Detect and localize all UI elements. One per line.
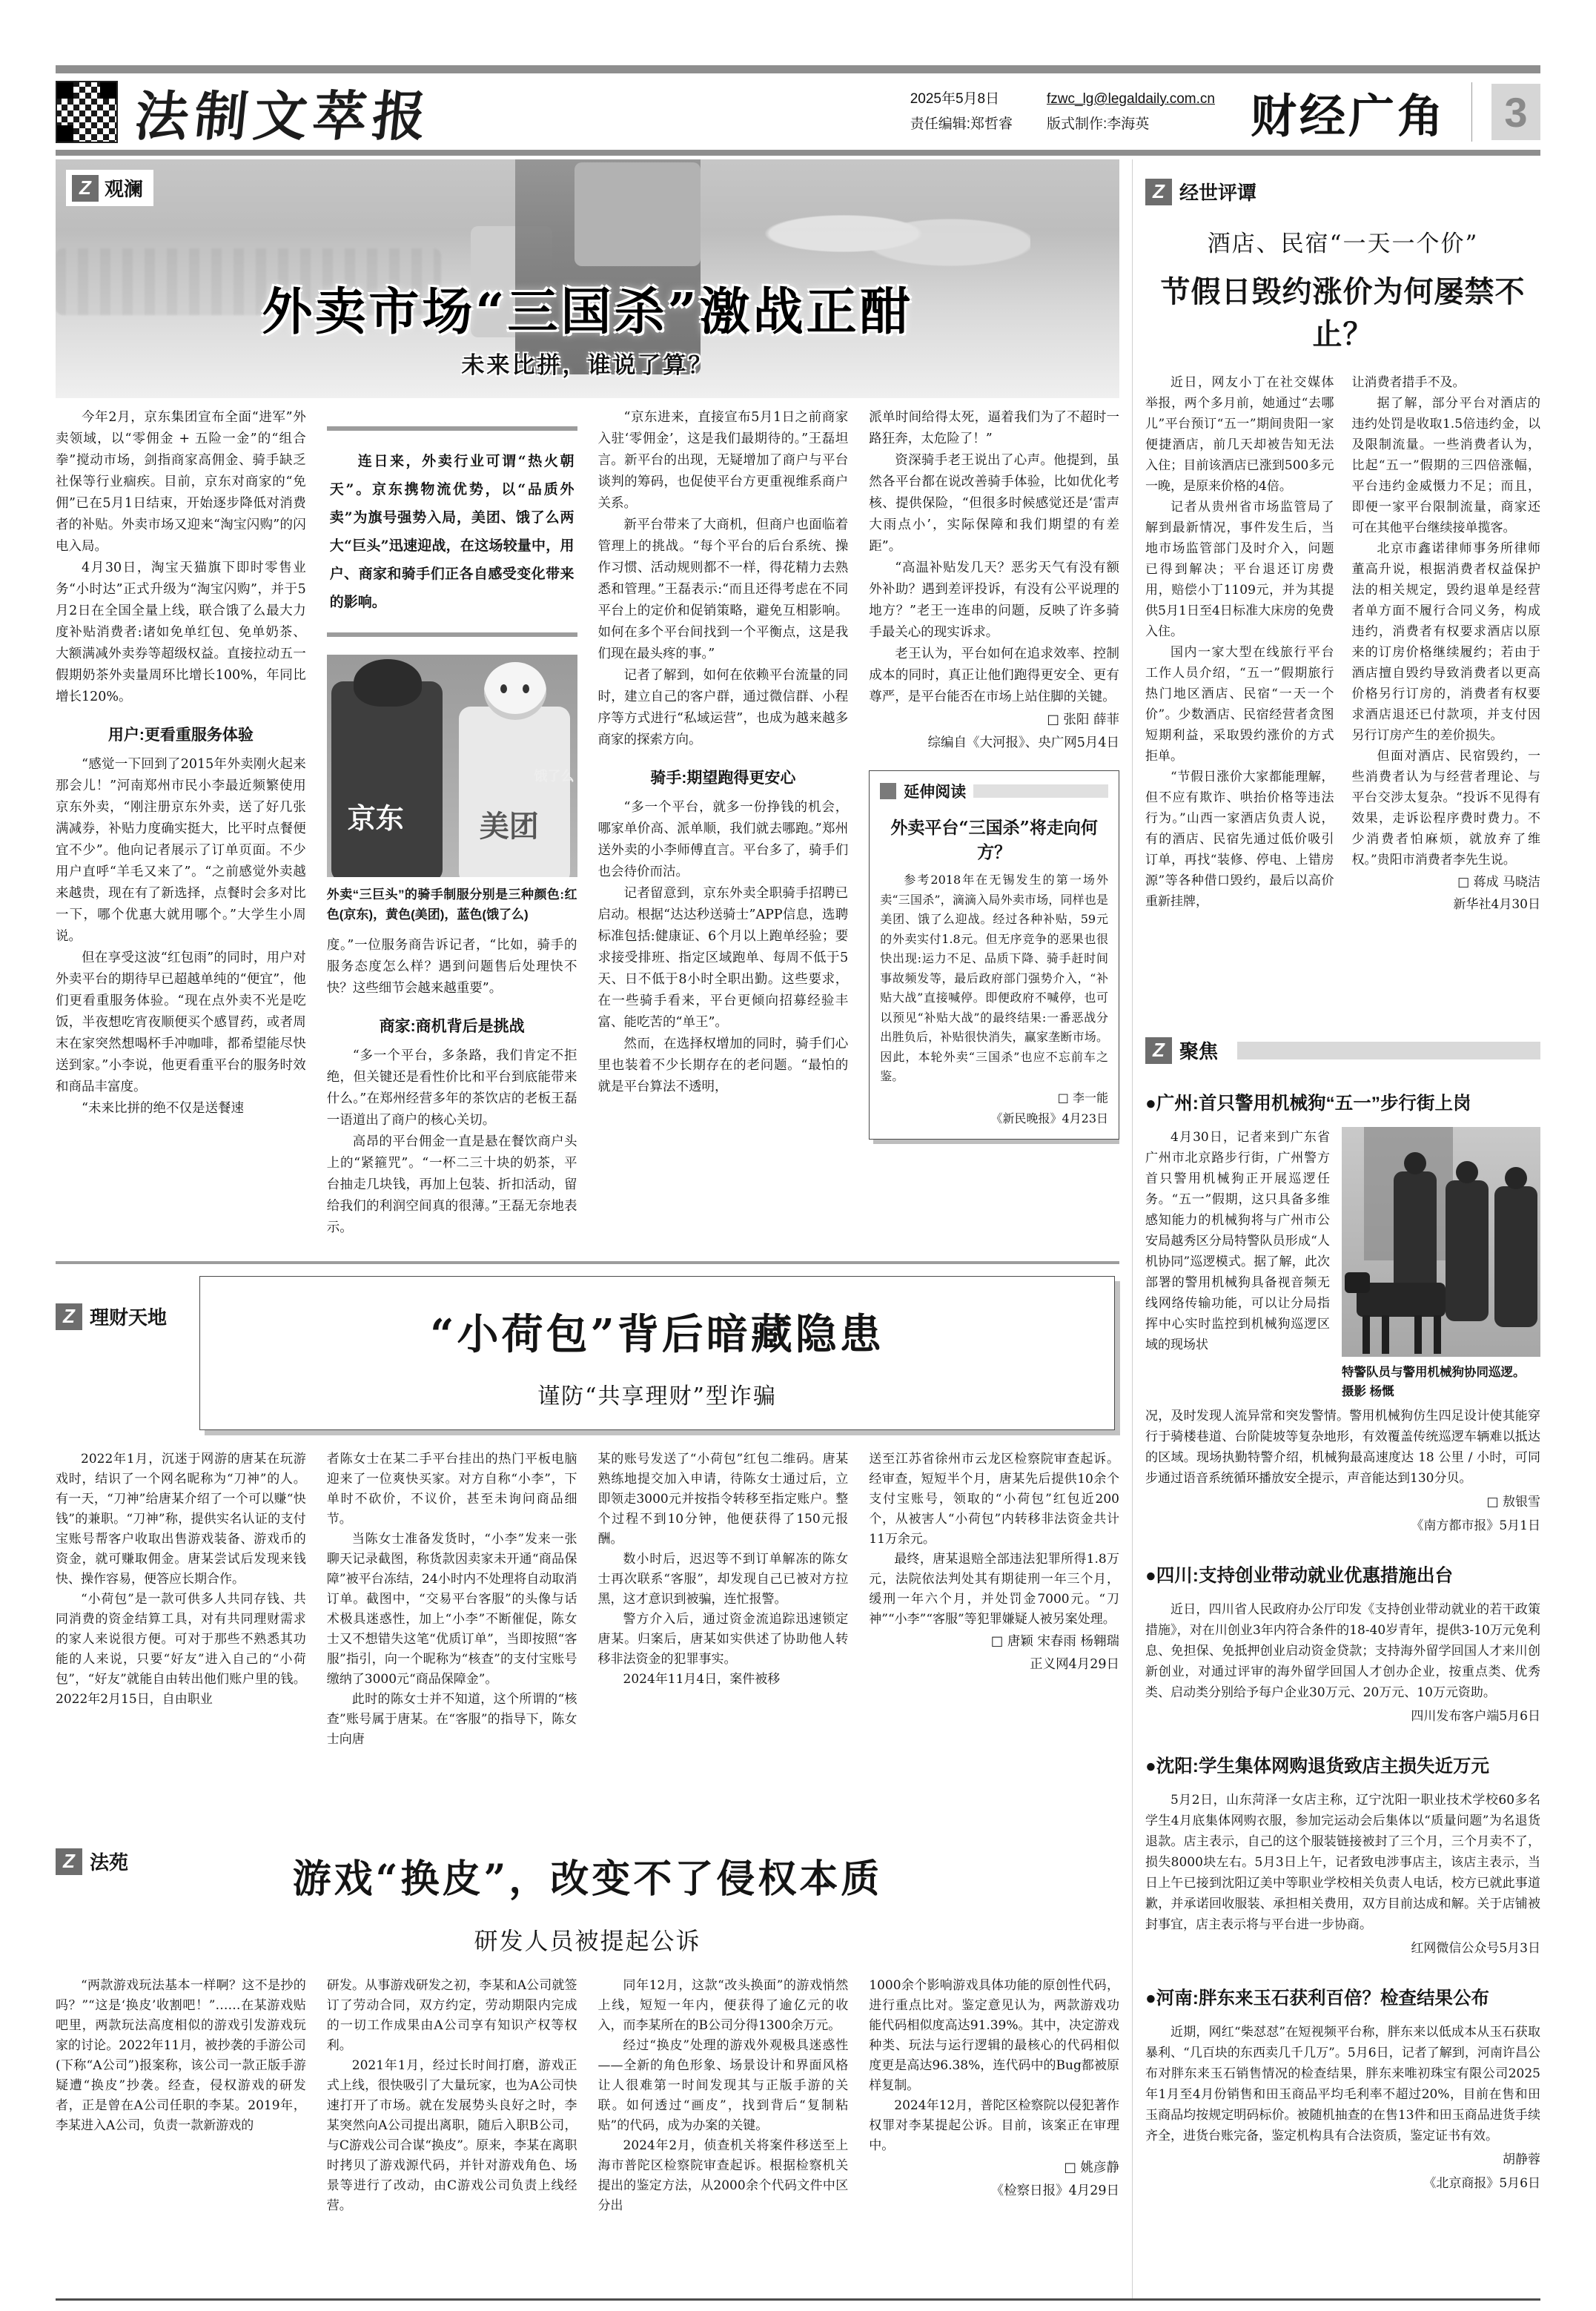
photo-helmet-eye [500,684,507,693]
main-subtitle: 未来比拼，谁说了算？ [461,352,714,379]
paper-name: 法制文萃报 [131,85,435,148]
paragraph: 4月30日，淘宝天猫旗下即时零售业务“小时达”正式升级为“淘宝闪购”，并于5月2日在全国全量上线，联合饿了么最大力度补贴消费者:诸如免单红包、免单奶茶、大额满减外卖券等超级权益。直接拉动五一假期奶茶外卖量周环比增长100%，年同比增长120%。 [56,561,306,704]
focus-item-source: 《北京商报》5月6日 [1423,2176,1540,2191]
paragraph: 资深骑手老王说出了心声。他提到，虽然各平台都在说改善骑手体验，比如优化考核、提供保险，“但很多时候感觉还是‘雷声大雨点小’，实际保障和我们期望的有差距”。 [869,453,1119,554]
focus-item-headline: ●四川:支持创业带动就业优惠措施出台 [1145,1566,1453,1586]
photo-umbrellas [764,189,1030,278]
paragraph: 送至江苏省徐州市云龙区检察院审查起诉。经审查，短短半个月，唐某先后提供10余个支付宝账号，领取的“小荷包”红包近200个，从被害人“小荷包”内转移非法资金共计11万余元。 [869,1452,1119,1547]
subhead-users: 用户:更看重服务体验 [107,727,254,744]
licai-subtitle: 谨防“共享理财”型诈骗 [537,1383,777,1409]
brand-z-icon: Z [1145,179,1172,205]
brand-z-icon: Z [56,1848,82,1875]
paragraph: 经过“换皮”处理的游戏外观极具迷惑性——全新的角色形象、场景设计和界面风格让人很难第一时间发现其与正版手游的关联。如何透过“画皮”，找到背后“复制粘贴”的代码，成为办案的关键。 [597,2038,849,2133]
paragraph: “小荷包”是一款可供多人共同存钱、共同消费的资金结算工具，对有共同理财需求的家人来说很方便。可对于那些不熟悉其功能的人来说，只要“好友”进入自己的“小荷包”，“好友”就能自由转出他们账户里的钱。2022年2月15日，自由职业 [56,1592,306,1707]
riders-photo-caption: 外卖“三巨头”的骑手制服分别是三种颜色:红色(京东)，黄色(美团)，蓝色(饿了么) [326,887,577,922]
focus-item-byline: □ 敖银雪 [1486,1495,1540,1510]
tag-focus [1145,1037,1540,1064]
main-headline: 外卖市场“三国杀”激战正酣 [262,282,913,342]
tag-jingshi [1145,178,1540,205]
paragraph: 2021年1月，经过长时间打磨，游戏正式上线，很快吸引了大量玩家，也为A公司快速打开了市场。就在发展势头良好之时，李某突然向A公司提出离职，随后入职B公司，与C游戏公司合谋“换皮”。原来，李某在离职时拷贝了游戏源代码，并针对游戏角色、场景等进行了改动，由C游戏公司负责上线经营。 [326,2058,577,2213]
hotel-byline: □ 蒋成 马晓洁 [1457,875,1540,890]
paragraph: 1000余个影响游戏具体功能的原创性代码，进行重点比对。鉴定意见认为，两款游戏功能代码相似度高达91.39%。其中，决定游戏种类、玩法与运行逻辑的最核心的代码相似度更是高达96.38%，连代码中的Bug都被原样复制。 [869,1978,1119,2093]
paragraph: 高昂的平台佣金一直是悬在餐饮商户头上的“紧箍咒”。“一杯二三十块的奶茶，平台抽走几块钱，再加上包装、折扣活动，留给我们的利润空间真的很薄。”王磊无奈地表示。 [326,1134,577,1235]
fayuan-subtitle: 研发人员被提起公诉 [474,1927,701,1955]
fayuan-col-3 [598,1976,849,2221]
brand-z-icon: Z [1145,1037,1172,1064]
paragraph: 参考2018年在无锡发生的第一场外卖“三国杀”，滴滴入局外卖市场，同样也是美团、饿了么迎战。经过各种补贴，59元的外卖实付1.8元。但无序竞争的恶果也很快出现:运力不足、品质下降、骑手赶时间事故频发等，最后政府部门强势介入，“补贴大战”直接喊停。即便政府不喊停，也可以预见“补贴大战”的最终结果:一番恶战分出胜负后，补贴很快消失，赢家垄断市场。因此，本轮外卖“三国杀”也应不忘前车之鉴。 [880,873,1108,1083]
licai-source: 正义网4月29日 [1030,1657,1119,1672]
layout-credit: 版式制作:李海英 [1047,116,1150,132]
paragraph: 当陈女士准备发货时，“小李”发来一张聊天记录截图，称货款因卖家未开通“商品保障”被平台冻结，24小时内不处理将自动取消订单。截图中，“交易平台客服”的头像与话术极具迷惑性，加上“小李”不断催促，陈女士又不想错失这笔“优质订单”，当即按照“客服”指引，向一个昵称为“核查”的支付宝账号缴纳了3000元“商品保障金”。 [326,1532,577,1687]
photo-robot-dog [1357,1283,1446,1317]
fayuan-source: 《检察日报》4月29日 [990,2183,1119,2198]
paragraph: 此时的陈女士并不知道，这个所谓的“核查”账号属于唐某。在“客服”的指导下，陈女士向唐 [326,1692,577,1747]
photo-dog-leg [1414,1315,1422,1354]
focus-item-guangzhou [1145,1089,1540,1536]
paragraph: 派单时间给得太死，逼着我们为了不超时一路狂奔，太危险了！” [869,410,1119,446]
photo-rider-jd [331,681,443,877]
tag-focus-label: 聚焦 [1179,1040,1219,1062]
section-divider-rule [56,1261,1119,1264]
focus-item-source: 红网微信公众号5月3日 [1411,1941,1540,1956]
licai-col-4 [869,1449,1119,1831]
photo-rider-mt [459,707,570,877]
riders-photo [327,655,577,877]
fayuan-header [56,1848,1119,1957]
photo-dog-leg [1434,1315,1441,1354]
article-source: 综编自《大河报》、央广网5月4日 [927,735,1119,750]
tag-licai-label: 理财天地 [90,1306,168,1329]
contact-email: fzwc_lg@legaldaily.com.cn [1047,91,1215,107]
jersey-label-mt: 美团 [479,810,539,843]
licai-headline-box [199,1276,1115,1430]
paragraph: 5月2日，山东菏泽一女店主称，辽宁沈阳一职业技术学校60多名学生4月底集体网购衣服，参加完运动会后集体以“质量问题”为名退货退款。店主表示，自己的这个服装链接被封了三个月，三个月卖不了，损失8000块左右。5月3日上午，记者致电涉事店主，该店主表示，当日上午已接到沈阳辽美中等职业学校相关负责人电话，校方已就此事道歉，并承诺回收服装、承担相关费用，双方目前达成和解。关于店铺被封事宜，店主表示将与平台进一步协商。 [1145,1793,1540,1932]
masthead [56,77,1540,147]
label-bar [973,784,1108,798]
hotel-col-2 [1352,372,1541,996]
tag-guanlan-label: 观澜 [105,178,144,200]
paragraph: 新平台带来了大商机，但商户也面临着管理上的挑战。“每个平台的后台系统、操作习惯、活动规则都不一样，得花精力去熟悉和管理。”王磊表示:“而且还得考虑在不同平台上的定价和促销策略，避免互相影响。如何在多个平台间找到一个平衡点，这是我们现在最头疼的事。” [597,518,849,661]
masthead-top-rule [56,65,1540,73]
paragraph: “高温补贴发几天？恶劣天气有没有额外补助？遇到差评投诉，有没有公平说理的地方？”老王一连串的问题，反映了许多骑手最关心的现实诉求。 [869,561,1119,640]
paragraph: 但在享受这波“红包雨”的同时，用户对外卖平台的期待早已超越单纯的“便宜”，他们更看重服务体验。“现在点外卖不光是吃饭，半夜想吃宵夜顺便买个感冒药，或者周末在家突然想喝杯手冲咖啡，都希望能尽快送到家。”小李说，他更看重平台的服务时效和商品丰富度。 [56,950,306,1094]
paragraph: 同年12月，这款“改头换面”的游戏悄然上线，短短一年内，便获得了逾亿元的收入，而李某所在的B公司分得1300余万元。 [597,1978,849,2033]
brand-z-icon: Z [72,175,99,202]
focus-item-headline: ●河南:胖东来玉石获利百倍？检查结果公布 [1145,1988,1489,2009]
paragraph: “节假日涨价大家都能理解，但不应有欺诈、哄抬价格等违法行为。”山西一家酒店负责人说，有的酒店、民宿先通过低价吸引订单，再找“装修、停电、上错房源”等各种借口毁约，最后以高价重新挂牌， [1145,770,1334,909]
licai-header [56,1276,1119,1430]
extended-reading-label: 延伸阅读 [904,784,967,801]
paragraph: 老王认为，平台如何在追求效率、控制成本的同时，真正让他们跑得更安全、更有尊严，是平台能否在市场上站住脚的关键。 [869,647,1119,704]
photo-dog-leg [1382,1315,1389,1354]
hotel-headline: 节假日毁约涨价为何屡禁不止？ [1160,274,1526,351]
robot-dog-photo [1342,1127,1540,1357]
square-bullet-icon [880,783,896,799]
dog-photo-caption: 特警队员与警用机械狗协同巡逻。 [1342,1366,1526,1379]
photo-helmet-white [484,662,546,720]
paragraph: 最终，唐某退赔全部违法犯罪所得1.8万元，法院依法判处其有期徒刑一年三个月，缓刑一年六个月，并处罚金7000元。“刀神”“小李”“客服”等犯罪嫌疑人被另案处理。 [869,1552,1119,1627]
licai-body [56,1449,1119,1831]
paragraph: 记者留意到，京东外卖全职骑手招聘已启动。根据“达达秒送骑士”APP信息，选聘标准包括:健康证、6个月以上跑单经验；要求接受排班、指定区域跑单、每周不低于5天、日不低于8小时全职出勤。这些要求，在一些骑手看来，平台更倾向招募经验丰富、能吃苦的“单王”。 [597,886,849,1030]
paragraph: 2024年2月，侦查机关将案件移送至上海市普陀区检察院审查起诉。根据检察机关提出的鉴定方法，从2000余个代码文件中区分出 [597,2138,849,2213]
fayuan-headline: 游戏“换皮”，改变不了侵权本质 [292,1857,883,1902]
licai-headline: “小荷包”背后暗藏隐患 [430,1310,884,1359]
paragraph: 然而，在选择权增加的同时，骑手们心里也装着不少长期存在的老问题。“最怕的就是平台算法不透明， [597,1037,849,1094]
paragraph: 据了解，部分平台对酒店的违约处罚是收取1.5倍违约金，以及限制流量。一些消费者认为，比起“五一”假期的三四倍涨幅，平台违约金威慑力不足；而且，即便一家平台限制流量，商家还可在其他平台继续接单揽客。 [1351,396,1540,535]
paragraph: 近期，网红“柴怼怼”在短视频平台称，胖东来以低成本从玉石获取暴利、“几百块的东西卖几千几万”。5月6日，记者了解到，河南许昌公布对胖东来玉石销售情况的检查结果，胖东来唯初珠宝有限公司2025年1月至4月份销售和田玉商品平均毛利率不超过20%，目前在售和田玉商品均按规定明码标价。被随机抽查的在售13件和田玉商品进货手续齐全，进货台账完备，鉴定机构具有合法资质，鉴定证书有效。 [1145,2025,1540,2143]
main-article-body [56,407,1119,1260]
photo-helmet-eye [523,684,529,693]
paragraph: “未来比拼的绝不仅是送餐速 [82,1101,244,1116]
photo-officer [1446,1180,1489,1321]
section-title: 财经广角 [1250,90,1446,142]
hotel-source: 新华社4月30日 [1453,897,1540,912]
paragraph: “感觉一下回到了2015年外卖刚火起来那会儿！”河南郑州市民小李最近频繁使用京东外卖，“刚注册京东外卖，送了好几张满减券，补贴力度确实挺大，比平时点餐便宜不少”。他向记者展示了订单页面。不少用户直呼“羊毛又来了”。“之前感觉外卖越来越贵，现在有了新选择，点餐时会多对比一下，哪个优惠大就用哪个。”大学生小周说。 [56,757,306,944]
jersey-label-elm: 饿了么 [534,769,575,784]
main-col-4 [869,407,1119,1260]
main-col-3 [598,407,849,1260]
fayuan-col-1 [56,1976,306,2221]
extended-reading-label-row [880,780,1108,802]
paragraph: “多一个平台，就多一份挣钱的机会，哪家单价高、派单顺，我们就去哪跑。”郑州送外卖的小李师傅直言。平台多了，骑手们也会待价而沽。 [597,800,849,879]
paragraph: “多一个平台，多条路，我们肯定不拒绝，但关键还是看性价比和平台到底能带来什么。”在郑州经营多年的茶饮店的老板王磊一语道出了商户的核心关切。 [326,1048,577,1128]
extended-reading-source: 《新民晚报》4月23日 [990,1111,1108,1125]
paragraph: 况，及时发现人流异常和突发警情。警用机械狗仿生四足设计使其能穿行于骑楼巷道、台阶陡坡等复杂地形，有效覆盖传统巡逻车辆难以抵达的区域。现场执勤特警介绍，机械狗最高速度达 18 公里 / 小时，可同步通过语音系统循环播放安全提示，声音能达到130分贝。 [1145,1409,1540,1486]
editor-credit: 责任编辑:郑哲睿 [910,116,1013,132]
photo-helmet-dark [354,659,422,707]
focus-label-bar [1237,1042,1540,1059]
column-divider [1132,159,1133,2298]
extended-reading-headline: 外卖平台“三国杀”将走向何方？ [890,818,1098,862]
fayuan-byline: □ 姚彦静 [1064,2160,1119,2175]
paragraph: 数小时后，迟迟等不到订单解冻的陈女士再次联系“客服”，却发现自己已被对方拉黑，这才意识到被骗，连忙报警。 [597,1552,849,1607]
dog-photo-credit: 摄影 杨慨 [1342,1385,1394,1398]
paragraph: 2022年1月，沉迷于网游的唐某在玩游戏时，结识了一个网名昵称为“刀神”的人。有一天，“刀神”给唐某介绍了一个可以赚“快钱”的兼职。“刀神”称，提供实名认证的支付宝账号帮客户收取出售游戏装备、游戏币的资金，就可赚取佣金。唐某尝试后发现来钱快、操作容易，便答应长期合作。 [56,1452,306,1587]
tag-fayuan-label: 法苑 [90,1851,129,1874]
fayuan-col-4 [869,1976,1119,2221]
paragraph: 4月30日，记者来到广东省广州市北京路步行街，广州警方首只警用机械狗正开展巡逻任务。“五一”假期，这只具备多维感知能力的机械狗将与广州市公安局越秀区分局特警队员形成“人机协同”巡逻模式。据了解，此次部署的警用机械狗具备视音频无线网络传输功能，可以让分局指挥中心实时监控到机械狗巡逻区域的现场状 [1145,1130,1330,1352]
licai-col-1 [56,1449,306,1831]
masthead-bottom-rule [56,150,1540,156]
brand-z-icon: Z [56,1303,82,1330]
main-col-2 [327,407,577,1260]
paragraph: 近日，网友小丁在社交媒体举报，两个多月前，她通过“去哪儿”平台预订“五一”期间贵阳一家便捷酒店，前几天却被告知无法入住；目前该酒店已涨到500多元一晚，是原来价格的4倍。 [1145,375,1334,494]
page-bottom-rule [56,2298,1540,2301]
article-intro-box [327,426,577,637]
photo-delivery-box [575,162,701,266]
paragraph: 2024年12月，普陀区检察院以侵犯著作权罪对李某提起公诉。目前，该案正在审理中。 [869,2098,1119,2153]
hotel-kicker: 酒店、民宿“一天一个价” [1207,231,1479,257]
paragraph: 北京市鑫诺律师事务所律师董高升说，根据消费者权益保护法的相关规定，毁约退单是经营者单方面不履行合同义务，构成违约，消费者有权要求酒店以原来的订房价格继续履约；若由于酒店擅自毁约导致消费者以更高价格另行订房的，消费者有权要求酒店退还已付款项，并支付因另行订房产生的差价损失。 [1351,541,1540,743]
focus-item-headline: ●沈阳:学生集体网购退货致店主损失近万元 [1145,1756,1489,1776]
paragraph: 记者从贵州省市场监管局了解到最新情况，事件发生后，当地市场监管部门及时介入，问题已得到解决；平台退还订房费用，赔偿小丁1109元，并为其提供5月1日至4日标准大床房的免费入住。 [1145,500,1334,639]
tag-licai [56,1303,167,1330]
paragraph: 2024年11月4日，案件被移 [623,1672,781,1687]
fayuan-col-2 [327,1976,577,2221]
fayuan-body [56,1976,1119,2221]
focus-item-byline: 胡静蓉 [1503,2152,1540,2167]
paragraph: 警方介入后，通过资金流追踪迅速锁定唐某。归案后，唐某如实供述了协助他人转移非法资金的犯罪事实。 [597,1612,849,1667]
paragraph: 但面对酒店、民宿毁约，一些消费者认为与经营者理论、与平台交涉太复杂。“投诉不见得有效果，走诉讼程序费时费力。不少消费者怕麻烦，就放弃了维权。”贵阳市消费者李先生说。 [1351,749,1540,867]
focus-item-headline: ●广州:首只警用机械狗“五一”步行街上岗 [1145,1094,1471,1114]
paragraph: 者陈女士在某二手平台挂出的热门平板电脑迎来了一位爽快买家。对方自称“小李”，下单时不砍价，不议价，甚至未询问商品细节。 [326,1452,577,1527]
focus-item-henan [1145,1984,1540,2194]
paragraph: “京东进来，直接宣布5月1日之前商家入驻‘零佣金’，这是我们最期待的。”王磊坦言。新平台的出现，无疑增加了商户与平台谈判的筹码，也促使平台方更重视维系商户关系。 [597,410,849,511]
jersey-label-jd: 京东 [347,804,404,835]
focus-item-source: 四川发布客户端5月6日 [1411,1709,1540,1724]
page-number: 3 [1491,84,1540,140]
paragraph: 近日，四川省人民政府办公厅印发《支持创业带动就业的若干政策措施》，对在川创业3年内符合条件的18-40岁青年，提供3-10万元免利息、免担保、免抵押创业启动资金贷款；支持海外留学回国人才来川创新创业，对通过评审的海外留学回国人才创办企业，按重点类、优秀类、启动类分别给予每户企业30万元、20万元、10万元资助。 [1145,1602,1540,1700]
paragraph: 今年2月，京东集团宣布全面“进军”外卖领域，以“零佣金 + 五险一金”的“组合拳”搅动市场，剑指商家高佣金、骑手缺乏社保等行业痼疾。目前，京东对商家的“免佣”已在5月1日结束，开始逐步降低对消费者的补贴。外卖市场又迎来“淘宝闪购”的闪电入局。 [56,410,306,554]
hotel-col-1 [1145,372,1334,996]
paragraph: 度。”一位服务商告诉记者，“比如，骑手的服务态度怎么样？遇到问题售后处理快不快？这些细节会越来越重要”。 [326,938,577,996]
photo-officer [1494,1186,1537,1327]
licai-byline: □ 唐颖 宋春雨 杨翱瑞 [990,1634,1119,1649]
extended-reading-box [869,770,1119,1140]
tag-guanlan [66,170,153,206]
paragraph: “两款游戏玩法基本一样啊？这不是抄的吗？”“这是‘换皮’收割吧！”……在某游戏贴吧里，两款玩法高度相似的游戏引发游戏玩家的讨论。2022年11月，被抄袭的手游公司(下称“A公司”)报案称，该公司一款正版手游疑遭“换皮”抄袭。经查，侵权游戏的研发者，正是曾在A公司任职的李某。2019年，李某进入A公司，负责一款新游戏的 [56,1978,306,2133]
paragraph: 某的账号发送了“小荷包”红包二维码。唐某熟练地提交加入申请，待陈女士通过后，立即领走3000元并按指令转移至指定账户。整个过程不到10分钟，他便获得了150元报酬。 [597,1452,849,1547]
article-byline: □ 张阳 薛菲 [1047,713,1119,727]
qr-code-icon [56,81,118,143]
issue-date: 2025年5月8日 [910,91,1000,107]
masthead-info [910,87,1215,137]
licai-col-3 [598,1449,849,1831]
focus-item-sichuan [1145,1561,1540,1727]
main-col-1 [56,407,306,1260]
paragraph: 记者了解到，如何在依赖平台流量的同时，建立自己的客户群，通过微信群、小程序等方式进行“私域运营”，也成为越来越多商家的探索方向。 [597,668,849,747]
photo-dog-leg [1362,1315,1370,1354]
street-photo [56,159,1119,398]
subhead-riders: 骑手:期望跑得更安心 [650,770,796,787]
tag-fayuan [56,1848,128,1875]
focus-item-source: 《南方都市报》5月1日 [1411,1518,1540,1533]
paragraph: 国内一家大型在线旅行平台工作人员介绍，“五一”假期旅行热门地区酒店、民宿“一天一个价”。少数酒店、民宿经营者贪图短期利益，采取毁约涨价的方式拒单。 [1145,645,1334,764]
subhead-merchants: 商家:商机背后是挑战 [379,1018,525,1035]
article-intro: 连日来，外卖行业可谓“热火朝天”。京东携物流优势，以“品质外卖”为旗号强势入局，美团、饿了么两大“巨头”迅速迎战，在这场较量中，用户、商家和骑手们正各自感受变化带来的影响。 [329,453,575,610]
paragraph: 让消费者措手不及。 [1351,375,1466,390]
tag-jingshi-label: 经世评谭 [1179,182,1257,204]
extended-reading-byline: □ 李一能 [1057,1090,1108,1105]
paragraph: 研发。从事游戏研发之初，李某和A公司就签订了劳动合同，双方约定，劳动期限内完成的一切工作成果由A公司享有知识产权等权利。 [326,1978,577,2053]
focus-item-shenyang [1145,1752,1540,1959]
licai-col-2 [327,1449,577,1831]
hotel-body [1145,372,1540,996]
page-number-wrap [1471,82,1540,142]
